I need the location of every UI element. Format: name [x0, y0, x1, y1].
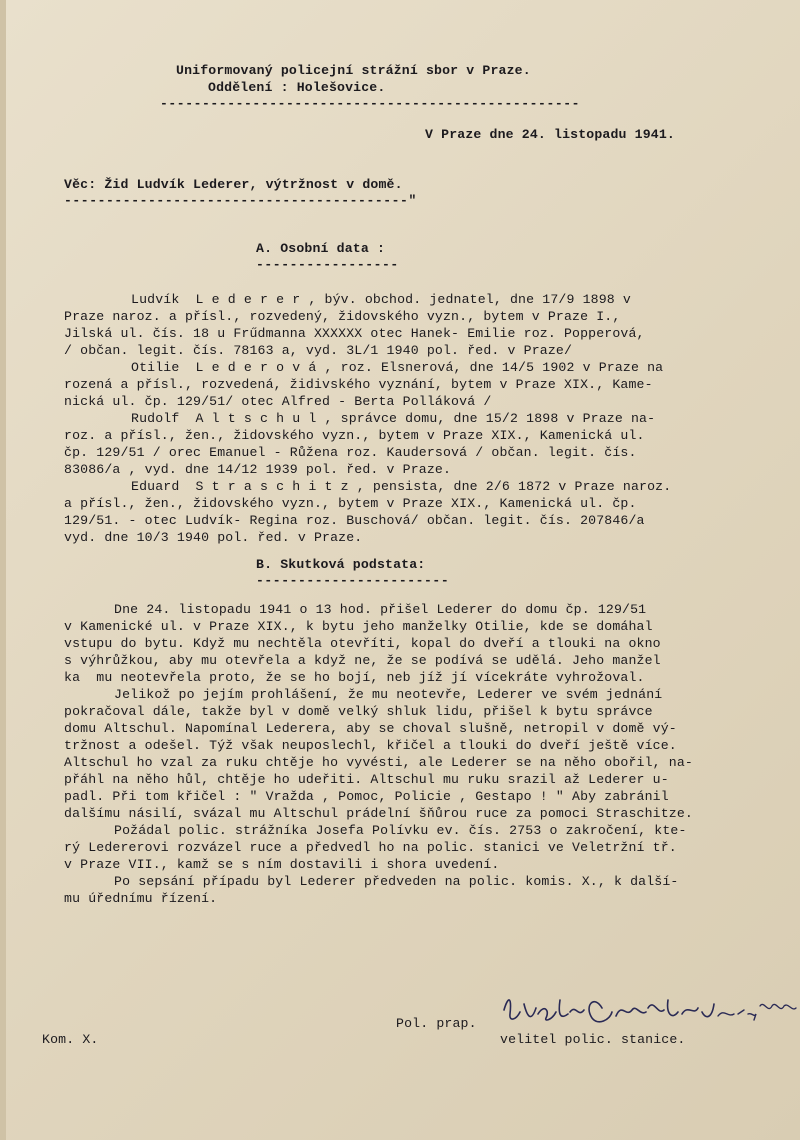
- section-b-line: dalšímu násilí, svázal mu Altschul prádelní šňůrou ruce za pomoci Straschitze.: [64, 806, 693, 821]
- footer-pol-prap: Pol. prap.: [396, 1016, 477, 1031]
- section-b-line: rý Ledererovi rozvázel ruce a předvedl ho na polic. stanici ve Veletržní tř.: [64, 840, 677, 855]
- section-b-line: padl. Při tom křičel : " Vražda , Pomoc, Policie , Gestapo ! " Aby zabránil: [64, 789, 669, 804]
- section-a-line: a přísl., žen., židovského vyzn., bytem v Praze XIX., Kamenická ul. čp.: [64, 496, 637, 511]
- section-b-line: v Praze VII., kamž se s ním dostavili i shora uvedení.: [64, 857, 500, 872]
- header-line-1: Uniformovaný policejní strážní sbor v Praze.: [176, 63, 531, 78]
- section-a-line: Eduard S t r a s c h i t z , pensista, dne 2/6 1872 v Praze naroz.: [131, 479, 672, 494]
- section-b-title: B. Skutková podstata:: [256, 557, 426, 572]
- footer-kom: Kom. X.: [42, 1032, 99, 1047]
- section-b-line: Altschul ho vzal za ruku chtěje ho vyvésti, ale Lederer se na něho obořil, na-: [64, 755, 693, 770]
- section-b-line: Po sepsání případu byl Lederer předveden na polic. komis. X., k další-: [114, 874, 679, 889]
- section-a-title: A. Osobní data :: [256, 241, 386, 256]
- section-a-line: Ludvík L e d e r e r , býv. obchod. jednatel, dne 17/9 1898 v: [131, 292, 631, 307]
- section-b-line: ka mu neotevřela proto, že se ho bojí, neb jíž jí vícekráte vyhrožoval.: [64, 670, 645, 685]
- section-b-line: v Kamenické ul. v Praze XIX., k bytu jeho manželky Otilie, kde se domáhal: [64, 619, 653, 634]
- section-a-line: 129/51. - otec Ludvík- Regina roz. Buschová/ občan. legit. čís. 207846/a: [64, 513, 645, 528]
- section-b-line: tržnost a odešel. Týž však neuposlechl, křičel a tlouki do dveří ještě více.: [64, 738, 677, 753]
- section-a-line: vyd. dne 10/3 1940 pol. řed. v Praze.: [64, 530, 363, 545]
- subject-line: Věc: Žid Ludvík Lederer, výtržnost v domě.: [64, 177, 403, 192]
- section-b-line: Požádal polic. strážníka Josefa Polívku ev. čís. 2753 o zakročení, kte-: [114, 823, 687, 838]
- section-a-line: Praze naroz. a přísl., rozvedený, židovského vyzn., bytem v Praze I.,: [64, 309, 621, 324]
- section-a-line: Otilie L e d e r o v á , roz. Elsnerová, dne 14/5 1902 v Praze na: [131, 360, 664, 375]
- section-b-line: domu Altschul. Napomínal Lederera, aby se choval slušně, netropil v domě vý-: [64, 721, 677, 736]
- header-line-2: Oddělení : Holešovice.: [208, 80, 386, 95]
- section-b-line: vstupu do bytu. Když mu nechtěla otevříti, kopal do dveří a tlouki na okno: [64, 636, 661, 651]
- section-a-line: 83086/a , vyd. dne 14/12 1939 pol. řed. v Praze.: [64, 462, 452, 477]
- section-a-line: Jilská ul. čís. 18 u Frűdmanna XXXXXX otec Hanek- Emilie roz. Popperová,: [64, 326, 645, 341]
- section-b-line: mu úřednímu řízení.: [64, 891, 218, 906]
- signature-handwriting: [498, 990, 798, 1034]
- section-a-line: rozená a přísl., rozvedená, židivského vyznání, bytem v Praze XIX., Kame-: [64, 377, 653, 392]
- header-rule: --------------------------------------------------: [160, 96, 581, 111]
- footer-title: velitel polic. stanice.: [500, 1032, 686, 1047]
- section-b-line: Dne 24. listopadu 1941 o 13 hod. přišel Lederer do domu čp. 129/51: [114, 602, 647, 617]
- section-a-line: roz. a přísl., žen., židovského vyzn., bytem v Praze XIX., Kamenická ul.: [64, 428, 645, 443]
- section-b-line: pokračoval dále, takže byl v domě velký shluk lidu, přišel k bytu správce: [64, 704, 653, 719]
- date-line: V Praze dne 24. listopadu 1941.: [425, 127, 675, 142]
- section-b-line: Jelikož po jejím prohlášení, že mu neotevře, Lederer ve svém jednání: [114, 687, 663, 702]
- section-a-line: Rudolf A l t s c h u l , správce domu, dne 15/2 1898 v Praze na-: [131, 411, 656, 426]
- section-a-rule: -----------------: [256, 257, 399, 272]
- page-edge: [0, 0, 6, 1140]
- subject-rule: -----------------------------------------": [64, 193, 417, 208]
- signature: [498, 990, 798, 1034]
- section-b-rule: -----------------------: [256, 573, 450, 588]
- section-a-line: nická ul. čp. 129/51/ otec Alfred - Berta Polláková /: [64, 394, 492, 409]
- section-a-line: čp. 129/51 / orec Emanuel - Růžena roz. Kaudersová / občan. legit. čís.: [64, 445, 637, 460]
- section-b-line: přáhl na něho hůl, chtěje ho udeřiti. Altschul mu ruku srazil až Lederer u-: [64, 772, 669, 787]
- section-a-line: / občan. legit. čís. 78163 a, vyd. 3L/1 1940 pol. řed. v Praze/: [64, 343, 573, 358]
- section-b-line: s výhrůžkou, aby mu otevřela a když ne, že se podívá se udělá. Jeho manžel: [64, 653, 661, 668]
